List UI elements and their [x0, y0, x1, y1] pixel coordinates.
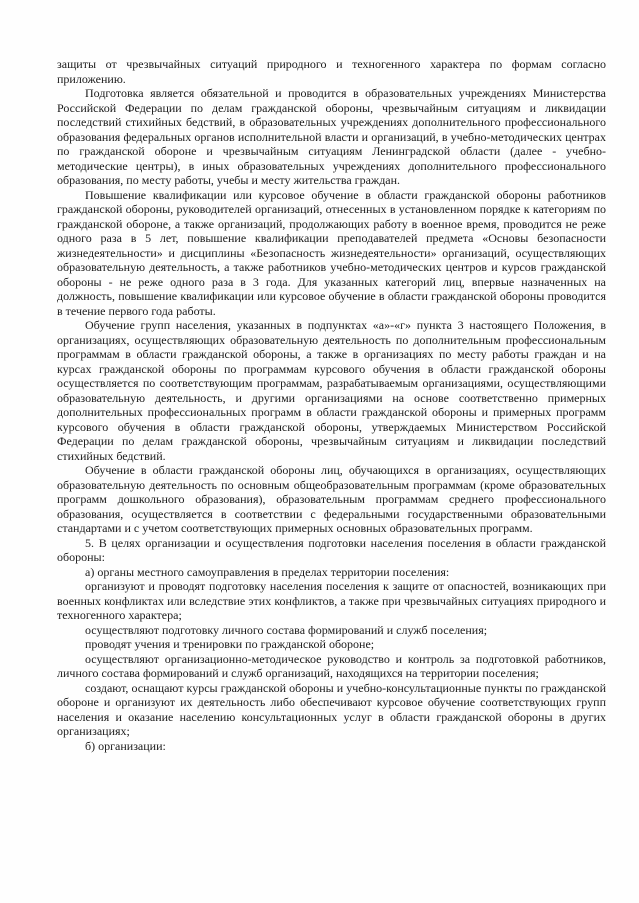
- paragraph-5: Обучение в области гражданской обороны лиц, обучающихся в организациях, осуществляющих образовательную деятельность по основным общеобразовательным программам (кроме образовательных программ дошкольного образования), образовательным программам среднего профессионального образования, осуществляется в соответствии с федеральными государственными образовательными стандартами и с учетом соответствующих примерных основных образовательных программ.: [57, 463, 606, 535]
- paragraph-9: осуществляют подготовку личного состава формирований и служб поселения;: [85, 622, 488, 637]
- paragraph-10: проводят учения и тренировки по гражданской обороне;: [85, 637, 375, 651]
- paragraph-13: б) организации:: [85, 738, 166, 753]
- document-body: [57, 57, 606, 753]
- paragraph-7: а) органы местного самоуправления в пределах территории поселения:: [85, 564, 450, 579]
- paragraph-11: осуществляют организационно-методическое руководство и контроль за подготовкой работников, личного состава формирований и служб организаций, находящихся на территории поселения;: [57, 651, 606, 680]
- paragraph-6: 5. В целях организации и осуществления подготовки населения поселения в области гражданской обороны:: [57, 535, 606, 564]
- paragraph-4: Обучение групп населения, указанных в подпунктах «а»-«г» пункта 3 настоящего Положения, в организациях, осуществляющих образовательную деятельность по дополнительным профессиональным программам в области гражданской обороны, а также в организациях по месту работы граждан и на курсах гражданской обороны по программам курсового обучения в области гражданской обороны осуществляется по соответствующим программам, разрабатываемым организациями, осуществляющими образовательную деятельность, и другими организациями на основе соответственно примерных дополнительных профессиональных программ в области гражданской обороны и примерных программ курсового обучения в области гражданской обороны, утверждаемых Министерством Российской Федерации по делам гражданской обороны, чрезвычайным ситуациям и ликвидации последствий стихийных бедствий.: [57, 318, 606, 463]
- paragraph-8: организуют и проводят подготовку населения поселения к защите от опасностей, возникающих при военных конфликтах или вследствие этих конфликтов, а также при чрезвычайных ситуациях природного и техногенного характера;: [57, 579, 606, 622]
- paragraph-1: защиты от чрезвычайных ситуаций природного и техногенного характера по формам согласно приложению.: [57, 57, 606, 86]
- paragraph-3: Повышение квалификации или курсовое обучение в области гражданской обороны работников гражданской обороны, руководителей организаций, отнесенных в установленном порядке к категориям по гражданской обороне, а также организаций, продолжающих работу в военное время, проводится не реже одного раза в 5 лет, повышение квалификации преподавателей предмета «Основы безопасности жизнедеятельности» и дисциплины «Безопасность жизнедеятельности» организаций, осуществляющих образовательную деятельность, а также работников учебно-методических центров и курсов гражданской обороны - не реже одного раза в 3 года. Для указанных категорий лиц, впервые назначенных на должность, повышение квалификации или курсовое обучение в области гражданской обороны проводится в течение первого года работы.: [57, 187, 606, 318]
- paragraph-12: создают, оснащают курсы гражданской обороны и учебно-консультационные пункты по гражданской обороне и организуют их деятельность либо обеспечивают курсовое обучение соответствующих групп населения и оказание населению консультационных услуг в области гражданской обороны в других организациях;: [57, 680, 606, 738]
- paragraph-2: Подготовка является обязательной и проводится в образовательных учреждениях Министерства Российской Федерации по делам гражданской обороны, чрезвычайным ситуациям и ликвидации последствий стихийных бедствий, в образовательных учреждениях дополнительного профессионального образования федеральных органов исполнительной власти и организаций, в учебно-методических центрах по гражданской обороне и чрезвычайным ситуациям Ленинградской области (далее - учебно-методические центры), в иных образовательных учреждениях дополнительного профессионального образования, по месту работы, учебы и месту жительства граждан.: [57, 86, 606, 187]
